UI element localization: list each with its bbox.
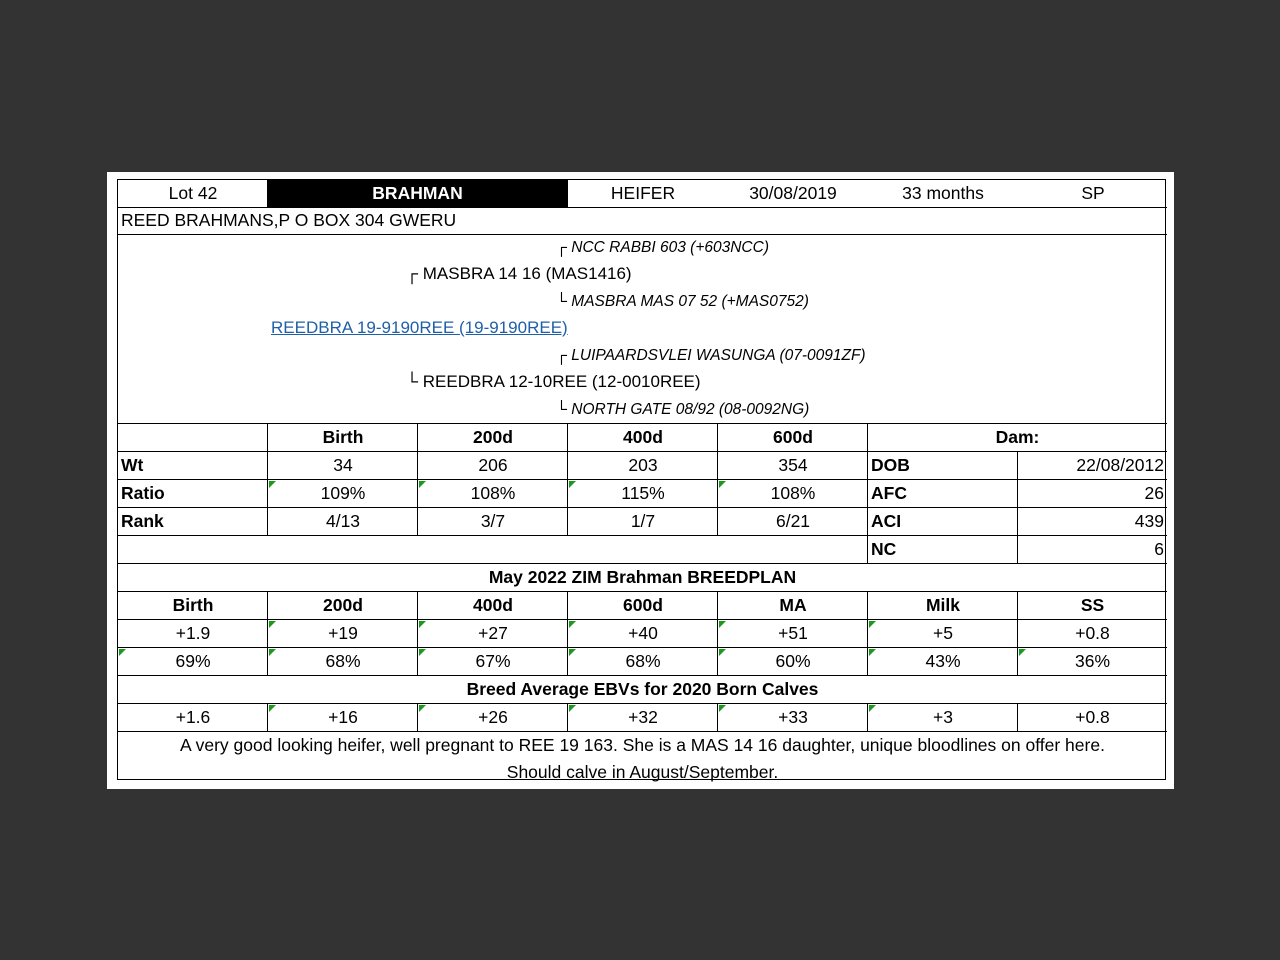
acc-milk: 43% — [868, 648, 1018, 675]
comment-marker-icon — [419, 621, 426, 628]
performance-header — [118, 424, 1167, 451]
pedigree — [118, 235, 1167, 423]
avg-birth: +1.6 — [175, 707, 211, 727]
ebv-header-birth: Birth — [172, 595, 214, 615]
ebv-ma: +51 — [718, 620, 868, 647]
perf-header-400d: 400d — [623, 427, 663, 447]
avg-200d: +16 — [268, 704, 418, 731]
date-of-birth: 30/08/2019 — [749, 183, 837, 203]
dam-dam: └ NORTH GATE 08/92 (08-0092NG) — [556, 401, 810, 418]
comment-marker-icon — [719, 705, 726, 712]
acc-ss: 36% — [1018, 648, 1167, 675]
comment-marker-icon — [719, 649, 726, 656]
table-row — [118, 508, 1167, 535]
age: 33 months — [902, 183, 984, 203]
comment-marker-icon — [869, 621, 876, 628]
ebv-600d: +40 — [568, 620, 718, 647]
animal-link[interactable]: REEDBRA 19-9190REE (19-9190REE) — [271, 318, 568, 337]
comment-marker-icon — [569, 649, 576, 656]
accuracy-row — [118, 648, 1167, 675]
sire-sire: ┌ NCC RABBI 603 (+603NCC) — [556, 239, 769, 256]
sex: HEIFER — [610, 183, 676, 203]
breeder-row — [118, 207, 1167, 234]
comment-marker-icon — [269, 621, 276, 628]
sire: ┌ MASBRA 14 16 (MAS1416) — [406, 264, 632, 283]
ratio-400d: 115% — [568, 480, 718, 507]
ratio-birth: 109% — [268, 480, 418, 507]
table-row — [118, 452, 1167, 479]
comment-marker-icon — [419, 649, 426, 656]
nc-key: NC — [871, 539, 897, 559]
status: SP — [1081, 183, 1105, 203]
nc-value: 6 — [1154, 539, 1164, 559]
perf-header-600d: 600d — [773, 427, 813, 447]
breedplan-header — [118, 592, 1167, 619]
table-row — [118, 536, 1167, 563]
comment-marker-icon — [719, 481, 726, 488]
comment-marker-icon — [419, 481, 426, 488]
wt-200d: 206 — [478, 455, 508, 475]
acc-400d: 67% — [418, 648, 568, 675]
comment-marker-icon — [119, 649, 126, 656]
wt-400d: 203 — [628, 455, 658, 475]
dam-value: 22/08/2012 — [1076, 455, 1164, 475]
dam-key: AFC — [871, 483, 907, 503]
comment-marker-icon — [269, 649, 276, 656]
dam-key: DOB — [871, 455, 910, 475]
ebv-200d: +19 — [268, 620, 418, 647]
rank-200d: 3/7 — [480, 511, 506, 531]
rank-600d: 6/21 — [775, 511, 811, 531]
avg-400d: +26 — [418, 704, 568, 731]
dam: └ REEDBRA 12-10REE (12-0010REE) — [406, 372, 701, 391]
breed-name: BRAHMAN — [268, 180, 567, 207]
dam-value: 439 — [1134, 511, 1164, 531]
wt-600d: 354 — [778, 455, 808, 475]
ratio-200d: 108% — [418, 480, 568, 507]
comment-marker-icon — [419, 705, 426, 712]
wt-birth: 34 — [333, 455, 353, 475]
dam-value: 26 — [1144, 483, 1164, 503]
ebv-milk: +5 — [868, 620, 1018, 647]
avg-600d: +32 — [568, 704, 718, 731]
comment-marker-icon — [569, 481, 576, 488]
breed-average-title: Breed Average EBVs for 2020 Born Calves — [466, 679, 819, 699]
row-label: Rank — [121, 511, 164, 531]
avg-ss: +0.8 — [1075, 707, 1110, 727]
breed-average-row — [118, 704, 1167, 731]
comment-marker-icon — [269, 481, 276, 488]
comment-marker-icon — [719, 621, 726, 628]
lot-card — [117, 179, 1166, 780]
row-label: Ratio — [121, 483, 165, 503]
ebv-header-200d: 200d — [323, 595, 363, 615]
ebv-400d: +27 — [418, 620, 568, 647]
comment-marker-icon — [569, 621, 576, 628]
ebv-header-milk: Milk — [925, 595, 961, 615]
header-row — [118, 180, 1167, 207]
comment-marker-icon — [569, 705, 576, 712]
dam-header: Dam: — [995, 427, 1040, 447]
comment-marker-icon — [269, 705, 276, 712]
breeder-address: REED BRAHMANS,P O BOX 304 GWERU — [121, 210, 457, 230]
rank-400d: 1/7 — [630, 511, 656, 531]
ebv-row — [118, 620, 1167, 647]
ratio-600d: 108% — [718, 480, 868, 507]
breed-average-title-row — [118, 676, 1167, 703]
acc-ma: 60% — [718, 648, 868, 675]
ebv-ss: +0.8 — [1075, 623, 1110, 643]
row-label: Wt — [121, 455, 144, 475]
dam-sire: ┌ LUIPAARDSVLEI WASUNGA (07-0091ZF) — [556, 347, 866, 364]
breedplan-title-row — [118, 564, 1167, 591]
dam-key: ACI — [871, 511, 902, 531]
avg-milk: +3 — [868, 704, 1018, 731]
acc-birth: 69% — [118, 648, 268, 675]
ebv-header-600d: 600d — [623, 595, 663, 615]
lot-number: Lot 42 — [168, 183, 218, 203]
ebv-header-ss: SS — [1080, 595, 1105, 615]
table-row — [118, 480, 1167, 507]
ebv-header-ma: MA — [779, 595, 807, 615]
comment-marker-icon — [1019, 649, 1026, 656]
comment-line-2: Should calve in August/September. — [506, 762, 779, 782]
comment-marker-icon — [869, 705, 876, 712]
lot-sheet — [107, 172, 1174, 789]
avg-ma: +33 — [718, 704, 868, 731]
acc-200d: 68% — [268, 648, 418, 675]
sire-dam: └ MASBRA MAS 07 52 (+MAS0752) — [556, 293, 809, 310]
breedplan-title: May 2022 ZIM Brahman BREEDPLAN — [488, 567, 797, 587]
comment-marker-icon — [869, 649, 876, 656]
perf-header-birth: Birth — [322, 427, 364, 447]
ebv-birth: +1.9 — [175, 623, 211, 643]
acc-600d: 68% — [568, 648, 718, 675]
comment-line-1: A very good looking heifer, well pregnant to REE 19 163. She is a MAS 14 16 daughter, unique bloodlines on offer here. — [180, 735, 1105, 755]
perf-header-200d: 200d — [473, 427, 513, 447]
rank-birth: 4/13 — [325, 511, 361, 531]
ebv-header-400d: 400d — [473, 595, 513, 615]
